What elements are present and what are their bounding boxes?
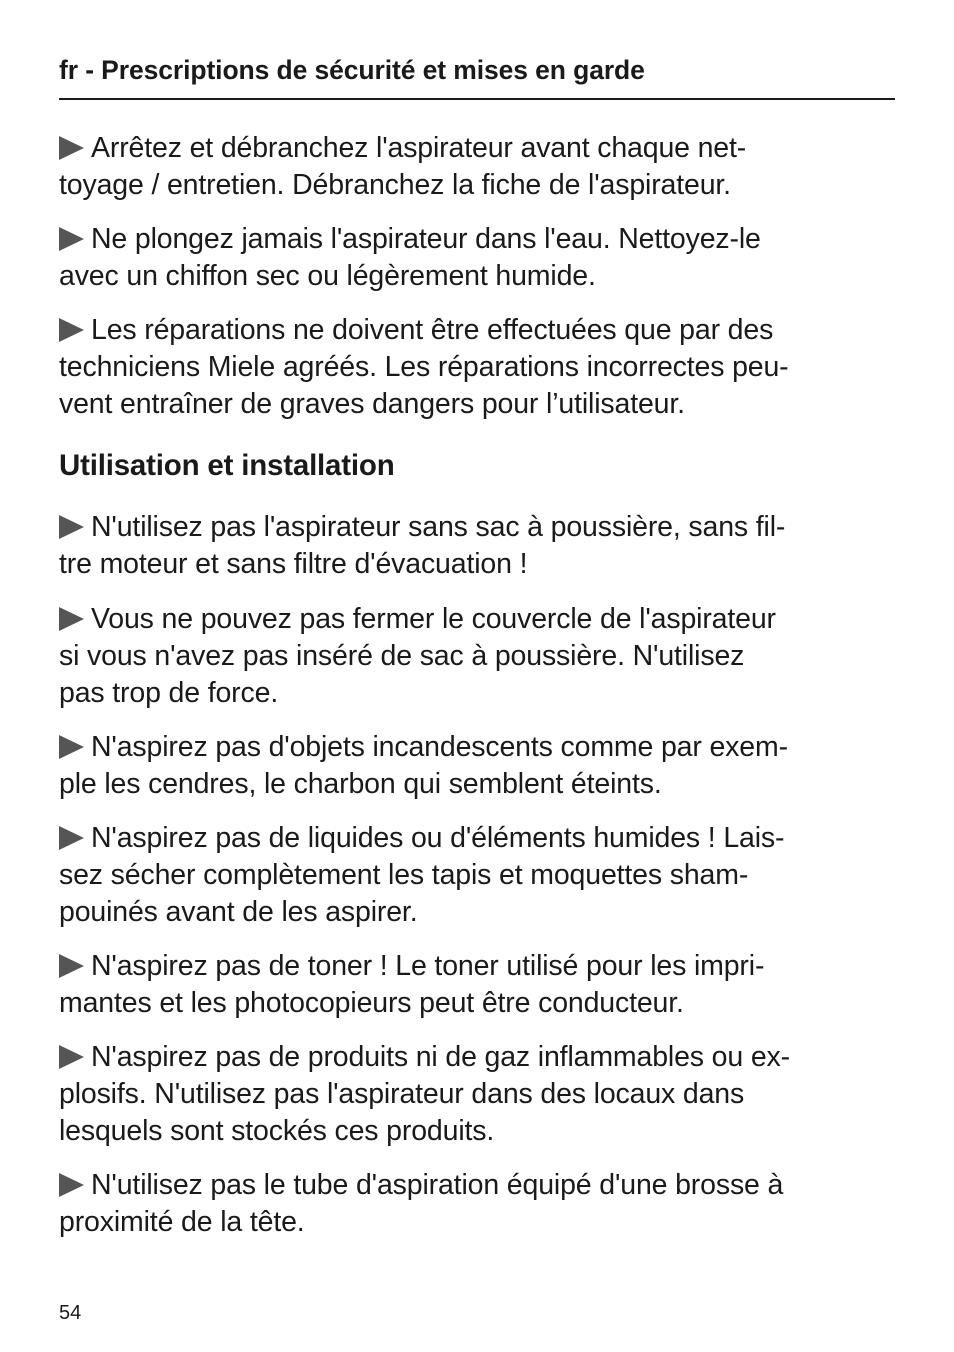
- safety-item: [59, 729, 895, 803]
- paragraph-line: Arrêtez et débranchez l'aspirateur avant chaque net-: [59, 130, 895, 167]
- paragraph-line: N'aspirez pas de liquides ou d'éléments humides ! Lais-: [59, 820, 895, 857]
- safety-item: [59, 820, 895, 931]
- safety-item: [59, 601, 895, 712]
- paragraph-line: pas trop de force.: [59, 677, 279, 709]
- safety-item: [59, 1039, 895, 1150]
- page-header-title: fr - Prescriptions de sécurité et mises en garde: [59, 55, 645, 85]
- paragraph-line: Les réparations ne doivent être effectuées que par des: [59, 312, 895, 349]
- bullet-arrow-icon: [59, 735, 84, 759]
- bullet-arrow-icon: [59, 318, 84, 342]
- paragraph-line: N'aspirez pas de produits ni de gaz inflammables ou ex-: [59, 1039, 895, 1076]
- page-number: 54: [59, 1302, 82, 1324]
- paragraph-line: sez sécher complètement les tapis et moquettes sham-: [59, 859, 749, 891]
- paragraph-line: N'utilisez pas l'aspirateur sans sac à poussière, sans fil-: [59, 509, 895, 546]
- safety-item: [59, 948, 895, 1022]
- paragraph-line: si vous n'avez pas inséré de sac à poussière. N'utilisez: [59, 640, 745, 672]
- paragraph-line: vent entraîner de graves dangers pour l’utilisateur.: [59, 388, 685, 420]
- bullet-arrow-icon: [59, 1173, 84, 1197]
- paragraph-line: Ne plongez jamais l'aspirateur dans l'eau. Nettoyez-le: [59, 221, 895, 258]
- paragraph-line: pouinés avant de les aspirer.: [59, 896, 418, 928]
- paragraph-line: tre moteur et sans filtre d'évacuation !: [59, 548, 528, 580]
- paragraph-line: proximité de la tête.: [59, 1206, 305, 1238]
- paragraph-line: N'utilisez pas le tube d'aspiration équipé d'une brosse à: [59, 1167, 895, 1204]
- safety-item: [59, 1167, 895, 1241]
- section-heading: Utilisation et installation: [59, 449, 395, 482]
- paragraph-line: toyage / entretien. Débranchez la fiche de l'aspirateur.: [59, 169, 731, 201]
- paragraph-line: plosifs. N'utilisez pas l'aspirateur dans des locaux dans: [59, 1078, 745, 1110]
- bullet-arrow-icon: [59, 136, 84, 160]
- paragraph-line: N'aspirez pas d'objets incandescents comme par exem-: [59, 729, 895, 766]
- bullet-arrow-icon: [59, 826, 84, 850]
- paragraph-line: N'aspirez pas de toner ! Le toner utilisé pour les impri-: [59, 948, 895, 985]
- bullet-arrow-icon: [59, 227, 84, 251]
- paragraph-line: avec un chiffon sec ou légèrement humide.: [59, 260, 596, 292]
- safety-item: [59, 130, 895, 204]
- paragraph-line: techniciens Miele agréés. Les réparations incorrectes peu-: [59, 351, 789, 383]
- page-header: [59, 52, 895, 100]
- bullet-arrow-icon: [59, 515, 84, 539]
- bullet-arrow-icon: [59, 954, 84, 978]
- safety-item: [59, 221, 895, 295]
- bullet-arrow-icon: [59, 1045, 84, 1069]
- paragraph-line: ple les cendres, le charbon qui semblent éteints.: [59, 768, 662, 800]
- safety-item: [59, 312, 895, 423]
- bullet-arrow-icon: [59, 607, 84, 631]
- paragraph-line: Vous ne pouvez pas fermer le couvercle de l'aspirateur: [59, 601, 895, 638]
- safety-item: [59, 509, 895, 583]
- paragraph-line: mantes et les photocopieurs peut être conducteur.: [59, 987, 684, 1019]
- paragraph-line: lesquels sont stockés ces produits.: [59, 1115, 495, 1147]
